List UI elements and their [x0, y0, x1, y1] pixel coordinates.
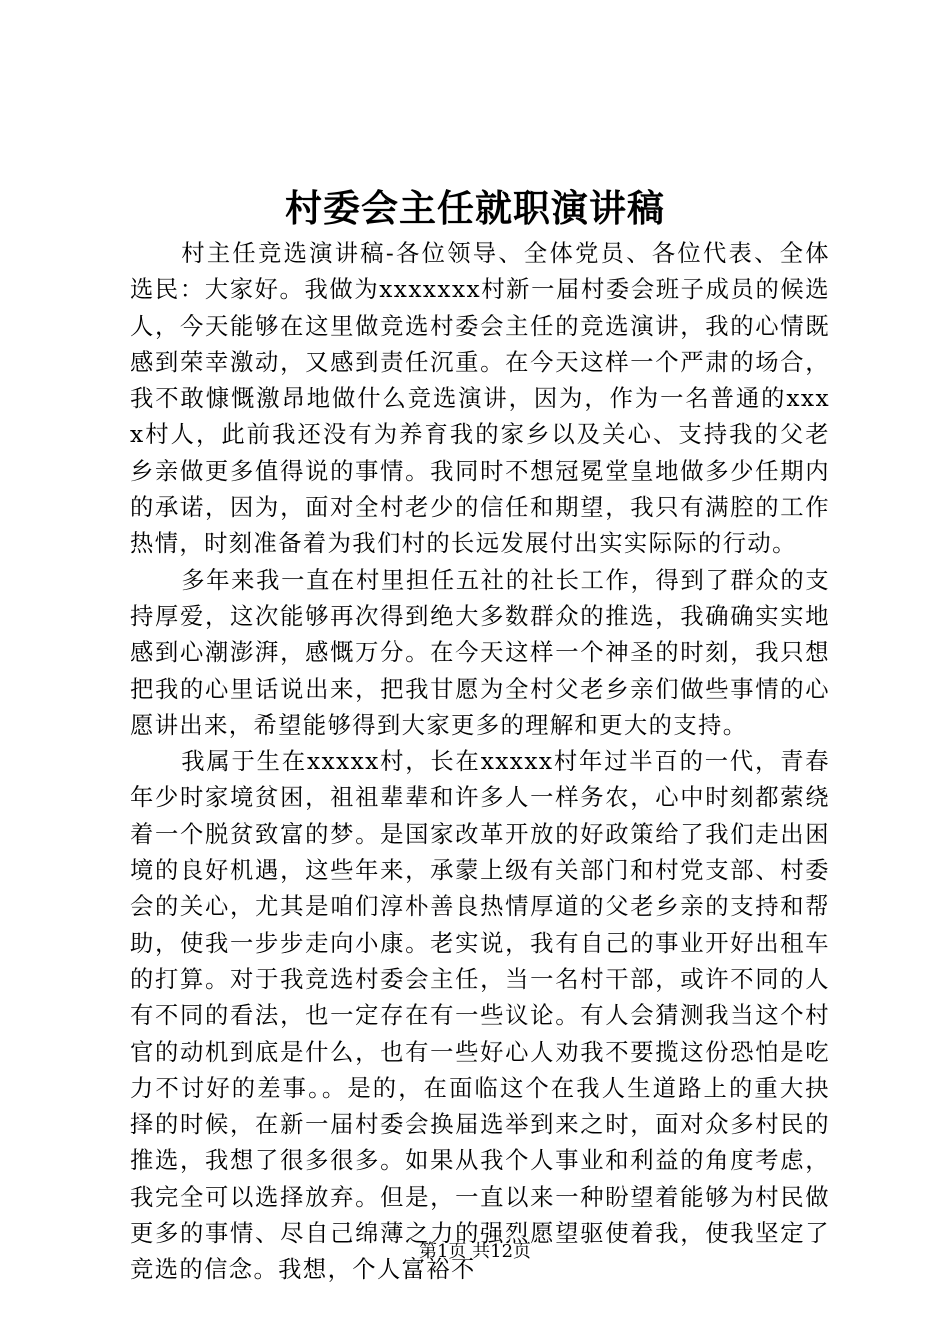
body-paragraph-2: 多年来我一直在村里担任五社的社长工作，得到了群众的支持厚爱，这次能够再次得到绝大多数群众的推选，我确确实实地感到心潮澎湃，感慨万分。在今天这样一个神圣的时刻，我只想把我的心里话说出来，把我甘愿为全村父老乡亲们做些事情的心愿讲出来，希望能够得到大家更多的理解和更大的支持。: [130, 566, 830, 739]
document-body: [130, 236, 830, 1289]
body-paragraph-1: 村主任竞选演讲稿-各位领导、全体党员、各位代表、全体选民：大家好。我做为xxxxxxx村新一届村委会班子成员的候选人，今天能够在这里做竞选村委会主任的竞选演讲，我的心情既感到荣幸激动，又感到责任沉重。在今天这样一个严肃的场合，我不敢慷慨激昂地做什么竞选演讲，因为，作为一名普通的xxxx村人，此前我还没有为养育我的家乡以及关心、支持我的父老乡亲做更多值得说的事情。我同时不想冠冕堂皇地做多少任期内的承诺，因为，面对全村老少的信任和期望，我只有满腔的工作热情，时刻准备着为我们村的长远发展付出实实际际的行动。: [130, 240, 830, 558]
page-number-footer: 第1页 共12页: [418, 1241, 532, 1262]
document-title: 村委会主任就职演讲稿: [285, 186, 665, 230]
body-paragraph-3: 我属于生在xxxxx村，长在xxxxx村年过半百的一代，青春年少时家境贫困，祖祖辈辈和许多人一样务农，心中时刻都萦绕着一个脱贫致富的梦。是国家改革开放的好政策给了我们走出困境的良好机遇，这些年来，承蒙上级有关部门和村党支部、村委会的关心，尤其是咱们淳朴善良热情厚道的父老乡亲的支持和帮助，使我一步步走向小康。老实说，我有自己的事业开好出租车的打算。对于我竞选村委会主任，当一名村干部，或许不同的人有不同的看法，也一定存在有一些议论。有人会猜测我当这个村官的动机到底是什么，也有一些好心人劝我不要揽这份恐怕是吃力不讨好的差事。。是的，在面临这个在我人生道路上的重大抉择的时候，在新一届村委会换届选举到来之时，面对众多村民的推选，我想了很多很多。如果从我个人事业和利益的角度考虑，我完全可以选择放弃。但是，一直以来一种盼望着能够为村民做更多的事情、尽自己绵薄之力的强烈愿望驱使着我，使我坚定了竞选的信念。我想，个人富裕不: [130, 748, 830, 1284]
